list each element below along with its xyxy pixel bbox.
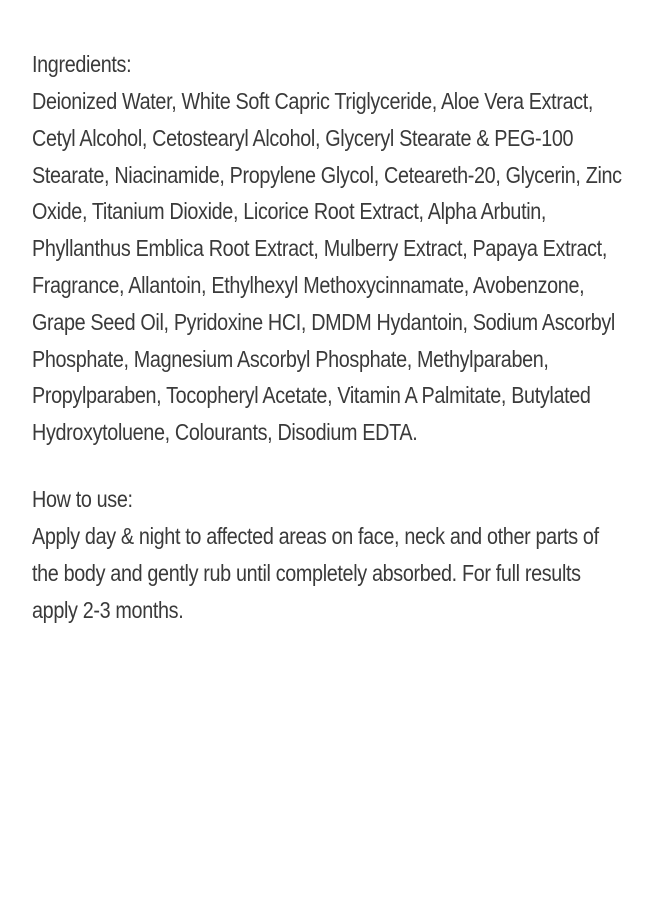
how-to-use-section xyxy=(32,481,632,628)
ingredients-line: Hydroxytoluene, Colourants, Disodium EDTA. xyxy=(32,419,418,446)
ingredients-line: Grape Seed Oil, Pyridoxine HCI, DMDM Hydantoin, Sodium Ascorbyl xyxy=(32,308,615,335)
ingredients-line: Phosphate, Magnesium Ascorbyl Phosphate, Methylparaben, xyxy=(32,345,549,372)
ingredients-line: Phyllanthus Emblica Root Extract, Mulberry Extract, Papaya Extract, xyxy=(32,235,607,262)
ingredients-list xyxy=(32,83,632,451)
ingredients-line: Cetyl Alcohol, Cetostearyl Alcohol, Glyceryl Stearate & PEG-100 xyxy=(32,124,574,151)
how-to-use-line: apply 2-3 months. xyxy=(32,596,184,623)
ingredients-line: Oxide, Titanium Dioxide, Licorice Root Extract, Alpha Arbutin, xyxy=(32,198,547,225)
ingredients-line: Propylparaben, Tocopheryl Acetate, Vitamin A Palmitate, Butylated xyxy=(32,382,591,409)
how-to-use-line: the body and gently rub until completely absorbed. For full results xyxy=(32,559,581,586)
ingredients-line: Stearate, Niacinamide, Propylene Glycol, Ceteareth-20, Glycerin, Zinc xyxy=(32,161,622,188)
how-to-use-line: Apply day & night to affected areas on face, neck and other parts of xyxy=(32,522,599,549)
how-to-use-title: How to use: xyxy=(32,485,133,512)
ingredients-section xyxy=(32,46,632,451)
how-to-use-text xyxy=(32,518,632,628)
ingredients-line: Deionized Water, White Soft Capric Triglyceride, Aloe Vera Extract, xyxy=(32,88,594,114)
ingredients-line: Fragrance, Allantoin, Ethylhexyl Methoxycinnamate, Avobenzone, xyxy=(32,271,585,298)
ingredients-title: Ingredients: xyxy=(32,51,132,77)
product-info-document xyxy=(32,46,632,628)
